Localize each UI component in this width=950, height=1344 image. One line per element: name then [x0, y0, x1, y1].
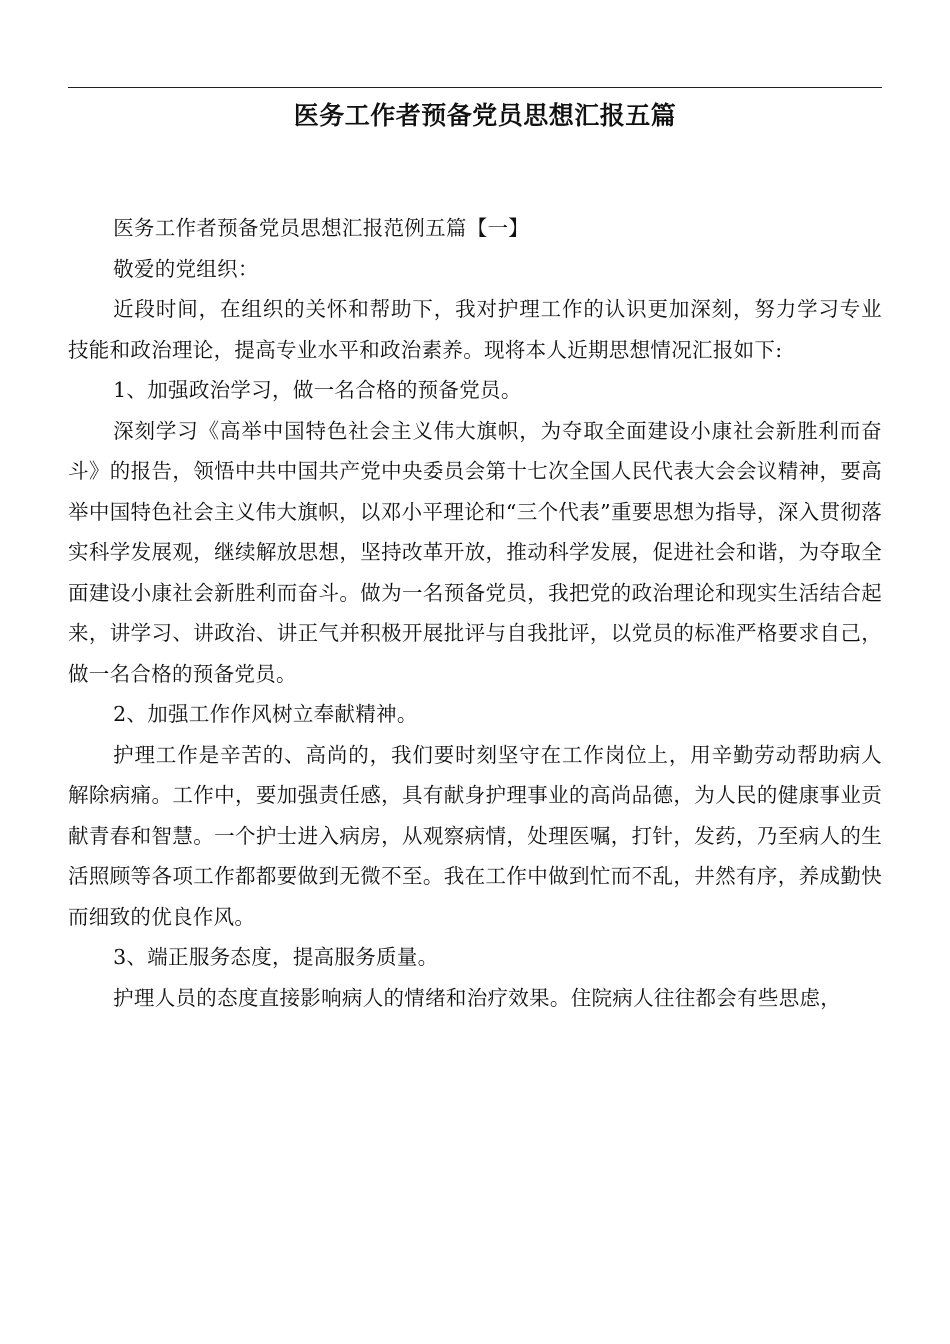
paragraph-salutation: 敬爱的党组织：: [113, 256, 259, 281]
header-rule: [68, 87, 882, 88]
paragraph-subtitle: 医务工作者预备党员思想汇报范例五篇【一】: [113, 216, 530, 240]
paragraph-heading-2: 2、加强工作作风树立奉献精神。: [113, 702, 418, 726]
paragraph-body-3: 护理人员的态度直接影响病人的情绪和治疗效果。住院病人往往都会有些思虑，: [113, 985, 842, 1010]
document-title: 医务工作者预备党员思想汇报五篇: [293, 101, 677, 130]
document-body: [68, 208, 882, 1018]
paragraph-heading-3: 3、端正服务态度，提高服务质量。: [113, 945, 439, 969]
paragraph-body-1: 深刻学习《高举中国特色社会主义伟大旗帜，为夺取全面建设小康社会新胜利而奋斗》的报告，领悟中共中国共产党中央委员会第十七次全国人民代表大会会议精神，要高举中国特色社会主义伟大旗帜，以邓小平理论和“三个代表”重要思想为指导，深入贯彻落实科学发展观，继续解放思想，坚持改革开放，推动科学发展，促进社会和谐，为夺取全面建设小康社会新胜利而奋斗。做为一名预备党员，我把党的政治理论和现实生活结合起来，讲学习、讲政治、讲正气并积极开展批评与自我批评，以党员的标准严格要求自己，做一名合格的预备党员。: [68, 418, 882, 686]
paragraph-heading-1: 1、加强政治学习，做一名合格的预备党员。: [113, 378, 522, 402]
paragraph-intro: 近段时间，在组织的关怀和帮助下，我对护理工作的认识更加深刻，努力学习专业技能和政治理论，提高专业水平和政治素养。现将本人近期思想情况汇报如下:: [68, 297, 882, 362]
paragraph-body-2: 护理工作是辛苦的、高尚的，我们要时刻坚守在工作岗位上，用辛勤劳动帮助病人解除病痛。工作中，要加强责任感，具有献身护理事业的高尚品德，为人民的健康事业贡献青春和智慧。一个护士进入病房，从观察病情，处理医嘱，打针，发药，乃至病人的生活照顾等各项工作都都要做到无微不至。我在工作中做到忙而不乱，井然有序，养成勤快而细致的优良作风。: [68, 742, 882, 929]
